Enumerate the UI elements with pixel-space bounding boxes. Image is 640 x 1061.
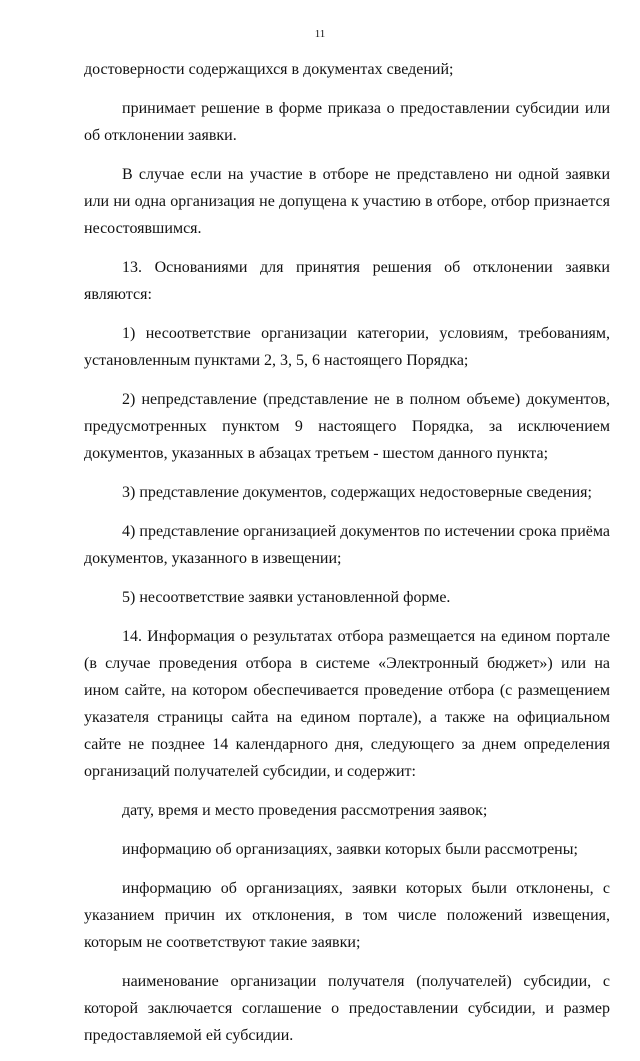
paragraph-rejected: информацию об организациях, заявки которых были отклонены, с указанием причин их отклонения, в том числе положений извещения, которым не соответствуют такие заявки; (84, 880, 610, 951)
paragraph-no-applications: В случае если на участие в отборе не представлено ни одной заявки или ни одна организация не допущена к участию в отборе, отбор признается несостоявшимся. (84, 166, 610, 237)
list-item-5: 5) несоответствие заявки установленной форме. (122, 589, 451, 606)
list-item-2: 2) непредставление (представление не в полном объеме) документов, предусмотренных пунктом 9 настоящего Порядка, за исключением документов, указанных в абзацах третьем - шестом данного пункта; (84, 391, 610, 462)
document-body (84, 56, 610, 1061)
page-number: 11 (314, 28, 326, 40)
paragraph-reviewed: информацию об организациях, заявки которых были рассмотрены; (122, 841, 578, 858)
list-item-3: 3) представление документов, содержащих недостоверные сведения; (122, 484, 592, 501)
paragraph-section-13: 13. Основаниями для принятия решения об отклонении заявки являются: (84, 259, 610, 303)
paragraph-continuation: достоверности содержащихся в документах сведений; (84, 61, 454, 78)
list-item-4: 4) представление организацией документов по истечении срока приёма документов, указанного в извещении; (84, 523, 610, 567)
list-item-1: 1) несоответствие организации категории, условиям, требованиям, установленным пунктами 2, 3, 5, 6 настоящего Порядка; (84, 325, 610, 369)
paragraph-recipient: наименование организации получателя (получателей) субсидии, с которой заключается соглашение о предоставлении субсидии, и размер предоставляемой ей субсидии. (84, 973, 610, 1044)
paragraph-date-time: дату, время и место проведения рассмотрения заявок; (122, 802, 488, 819)
paragraph-decision: принимает решение в форме приказа о предоставлении субсидии или об отклонении заявки. (84, 100, 610, 144)
paragraph-section-14: 14. Информация о результатах отбора размещается на едином портале (в случае проведения отбора в системе «Электронный бюджет») или на ином сайте, на котором обеспечивается проведение отбора (с размещением указателя страницы сайта на едином портале), а также на официальном сайте не позднее 14 календарного дня, следующего за днем определения организаций получателей субсидии, и содержит: (84, 628, 610, 780)
